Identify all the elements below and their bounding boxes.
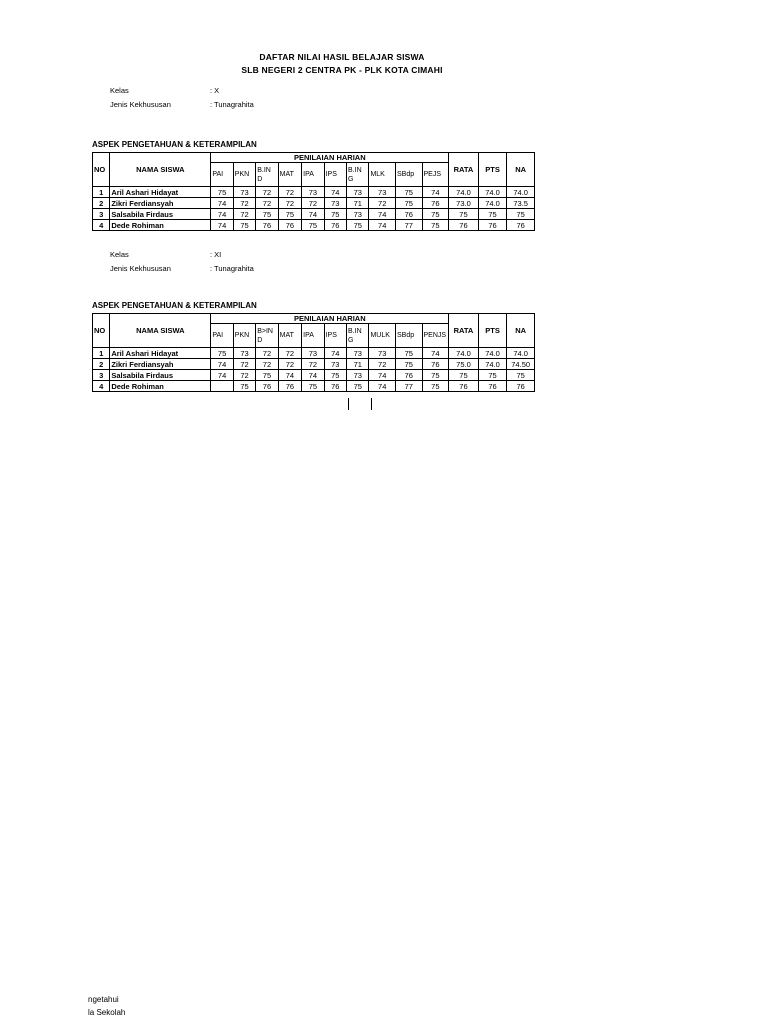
score-cell: 73: [302, 187, 324, 198]
col-header-penilaian-harian: PENILAIAN HARIAN: [211, 153, 449, 163]
col-header-nama-siswa: NAMA SISWA: [110, 314, 211, 348]
col-header-na: NA: [507, 314, 535, 348]
student-name: Zikri Ferdiansyah: [110, 359, 211, 370]
footer-mengetahui: ngetahui: [88, 995, 119, 1004]
col-header-subject: SBdp: [395, 163, 422, 187]
col-header-subject: PAI: [211, 163, 233, 187]
row-number: 2: [93, 198, 110, 209]
score-cell: 74: [211, 370, 233, 381]
score-cell: 75: [302, 381, 324, 392]
rata-cell: 74.0: [449, 348, 479, 359]
score-cell: 77: [395, 381, 422, 392]
score-cell: 71: [347, 359, 369, 370]
score-cell: 75: [422, 370, 449, 381]
footer-kepala-sekolah: la Sekolah: [88, 1008, 126, 1017]
col-header-pts: PTS: [478, 314, 507, 348]
col-header-subject: MLK: [369, 163, 396, 187]
score-cell: 73: [347, 187, 369, 198]
score-cell: 73: [233, 187, 255, 198]
jenis-kekhususan-label: Jenis Kekhususan: [110, 100, 171, 109]
stray-gridline: [371, 398, 372, 410]
na-cell: 73.5: [507, 198, 535, 209]
student-name: Aril Ashari Hidayat: [110, 187, 211, 198]
grades-table: [92, 313, 535, 392]
row-number: 4: [93, 381, 110, 392]
score-cell: 72: [278, 198, 301, 209]
score-cell: 75: [324, 209, 346, 220]
kelas-value: : X: [210, 86, 220, 95]
score-cell: 75: [233, 220, 255, 231]
score-cell: 72: [302, 359, 324, 370]
pts-cell: 76: [478, 381, 507, 392]
score-cell: 75: [278, 209, 301, 220]
score-cell: 75: [347, 381, 369, 392]
student-name: Dede Rohiman: [110, 381, 211, 392]
rata-cell: 74.0: [449, 187, 479, 198]
student-name: Salsabila Firdaus: [110, 370, 211, 381]
score-cell: 72: [256, 359, 278, 370]
col-header-subject: MAT: [278, 324, 301, 348]
pts-cell: 75: [478, 209, 507, 220]
col-header-subject: IPS: [324, 324, 346, 348]
score-cell: 74: [211, 198, 233, 209]
score-cell: 74: [211, 220, 233, 231]
col-header-subject: IPS: [324, 163, 346, 187]
score-cell: 74: [369, 381, 396, 392]
score-cell: 75: [395, 348, 422, 359]
na-cell: 74.0: [507, 348, 535, 359]
score-cell: 74: [324, 348, 346, 359]
score-cell: 74: [422, 187, 449, 198]
score-cell: 76: [256, 381, 278, 392]
col-header-subject: B.IN D: [256, 163, 278, 187]
score-cell: 72: [233, 359, 255, 370]
col-header-penilaian-harian: PENILAIAN HARIAN: [211, 314, 449, 324]
score-cell: 72: [256, 198, 278, 209]
score-cell: 74: [278, 370, 301, 381]
score-cell: 76: [256, 220, 278, 231]
na-cell: 76: [507, 381, 535, 392]
score-cell: 74: [369, 209, 396, 220]
score-cell: 74: [211, 209, 233, 220]
score-cell: 75: [395, 198, 422, 209]
table-row: [93, 348, 535, 359]
section-title: ASPEK PENGETAHUAN & KETERAMPILAN: [92, 301, 257, 310]
table-row: [93, 220, 535, 231]
score-cell: 72: [278, 359, 301, 370]
score-cell: 73: [347, 209, 369, 220]
col-header-rata: RATA: [449, 153, 479, 187]
jenis-kekhususan-value: : Tunagrahita: [210, 100, 254, 109]
row-number: 4: [93, 220, 110, 231]
na-cell: 75: [507, 370, 535, 381]
score-cell: 71: [347, 198, 369, 209]
table-row: [93, 209, 535, 220]
page-subtitle: SLB NEGERI 2 CENTRA PK - PLK KOTA CIMAHI: [241, 65, 443, 75]
score-cell: 73: [369, 187, 396, 198]
score-cell: 73: [369, 348, 396, 359]
table-row: [93, 370, 535, 381]
jenis-kekhususan-value: : Tunagrahita: [210, 264, 254, 273]
na-cell: 74.50: [507, 359, 535, 370]
score-cell: 74: [422, 348, 449, 359]
score-cell: 72: [233, 209, 255, 220]
student-name: Aril Ashari Hidayat: [110, 348, 211, 359]
col-header-subject: PKN: [233, 324, 255, 348]
col-header-subject: B>IN D: [256, 324, 278, 348]
pts-cell: 74.0: [478, 198, 507, 209]
rata-cell: 73.0: [449, 198, 479, 209]
score-cell: 72: [278, 187, 301, 198]
col-header-subject: B.IN G: [347, 324, 369, 348]
student-name: Dede Rohiman: [110, 220, 211, 231]
score-cell: 76: [324, 220, 346, 231]
score-cell: 76: [395, 370, 422, 381]
col-header-subject: PKN: [233, 163, 255, 187]
score-cell: 75: [302, 220, 324, 231]
score-cell: 74: [211, 359, 233, 370]
score-cell: 74: [369, 370, 396, 381]
row-number: 3: [93, 370, 110, 381]
pts-cell: 75: [478, 370, 507, 381]
score-cell: 72: [233, 198, 255, 209]
na-cell: 76: [507, 220, 535, 231]
col-header-nama-siswa: NAMA SISWA: [110, 153, 211, 187]
score-cell: 76: [422, 198, 449, 209]
score-cell: 72: [369, 359, 396, 370]
grades-table: [92, 152, 535, 231]
row-number: 1: [93, 348, 110, 359]
table-row: [93, 381, 535, 392]
page-title: DAFTAR NILAI HASIL BELAJAR SISWA: [259, 52, 425, 62]
pts-cell: 76: [478, 220, 507, 231]
jenis-kekhususan-label: Jenis Kekhususan: [110, 264, 171, 273]
score-cell: 73: [233, 348, 255, 359]
score-cell: 75: [256, 370, 278, 381]
col-header-subject: MAT: [278, 163, 301, 187]
col-header-subject: SBdp: [395, 324, 422, 348]
rata-cell: 75: [449, 209, 479, 220]
score-cell: 75: [422, 220, 449, 231]
kelas-value: : XI: [210, 250, 222, 259]
col-header-pts: PTS: [478, 153, 507, 187]
score-cell: 75: [347, 220, 369, 231]
score-cell: 72: [302, 198, 324, 209]
pts-cell: 74.0: [478, 187, 507, 198]
score-cell: 72: [256, 187, 278, 198]
score-cell: 74: [302, 370, 324, 381]
score-cell: 75: [422, 381, 449, 392]
student-name: Salsabila Firdaus: [110, 209, 211, 220]
rata-cell: 76: [449, 220, 479, 231]
score-cell: 76: [395, 209, 422, 220]
score-cell: 72: [256, 348, 278, 359]
score-cell: 75: [395, 187, 422, 198]
score-cell: 75: [211, 187, 233, 198]
col-header-subject: PENJS: [422, 324, 449, 348]
table-row: [93, 198, 535, 209]
col-header-no: NO: [93, 153, 110, 187]
col-header-no: NO: [93, 314, 110, 348]
kelas-label: Kelas: [110, 86, 129, 95]
score-cell: 75: [211, 348, 233, 359]
col-header-subject: IPA: [302, 324, 324, 348]
col-header-na: NA: [507, 153, 535, 187]
col-header-subject: IPA: [302, 163, 324, 187]
score-cell: 73: [324, 198, 346, 209]
score-cell: 75: [233, 381, 255, 392]
col-header-subject: PAI: [211, 324, 233, 348]
score-cell: 72: [233, 370, 255, 381]
student-name: Zikri Ferdiansyah: [110, 198, 211, 209]
score-cell: [211, 381, 233, 392]
col-header-subject: PEJS: [422, 163, 449, 187]
rata-cell: 75.0: [449, 359, 479, 370]
kelas-label: Kelas: [110, 250, 129, 259]
score-cell: 76: [324, 381, 346, 392]
na-cell: 74.0: [507, 187, 535, 198]
table-row: [93, 359, 535, 370]
pts-cell: 74.0: [478, 359, 507, 370]
col-header-rata: RATA: [449, 314, 479, 348]
col-header-subject: B.IN G: [347, 163, 369, 187]
col-header-subject: MULK: [369, 324, 396, 348]
score-cell: 76: [422, 359, 449, 370]
pts-cell: 74.0: [478, 348, 507, 359]
row-number: 2: [93, 359, 110, 370]
score-cell: 74: [302, 209, 324, 220]
section-title: ASPEK PENGETAHUAN & KETERAMPILAN: [92, 140, 257, 149]
row-number: 3: [93, 209, 110, 220]
score-cell: 72: [278, 348, 301, 359]
table-row: [93, 187, 535, 198]
score-cell: 75: [324, 370, 346, 381]
score-cell: 76: [278, 381, 301, 392]
score-cell: 72: [369, 198, 396, 209]
score-cell: 74: [324, 187, 346, 198]
row-number: 1: [93, 187, 110, 198]
rata-cell: 76: [449, 381, 479, 392]
score-cell: 73: [347, 348, 369, 359]
score-cell: 76: [278, 220, 301, 231]
score-cell: 73: [302, 348, 324, 359]
stray-gridline: [348, 398, 349, 410]
score-cell: 75: [256, 209, 278, 220]
score-cell: 74: [369, 220, 396, 231]
rata-cell: 75: [449, 370, 479, 381]
score-cell: 75: [395, 359, 422, 370]
score-cell: 73: [324, 359, 346, 370]
score-cell: 77: [395, 220, 422, 231]
score-cell: 75: [422, 209, 449, 220]
score-cell: 73: [347, 370, 369, 381]
na-cell: 75: [507, 209, 535, 220]
